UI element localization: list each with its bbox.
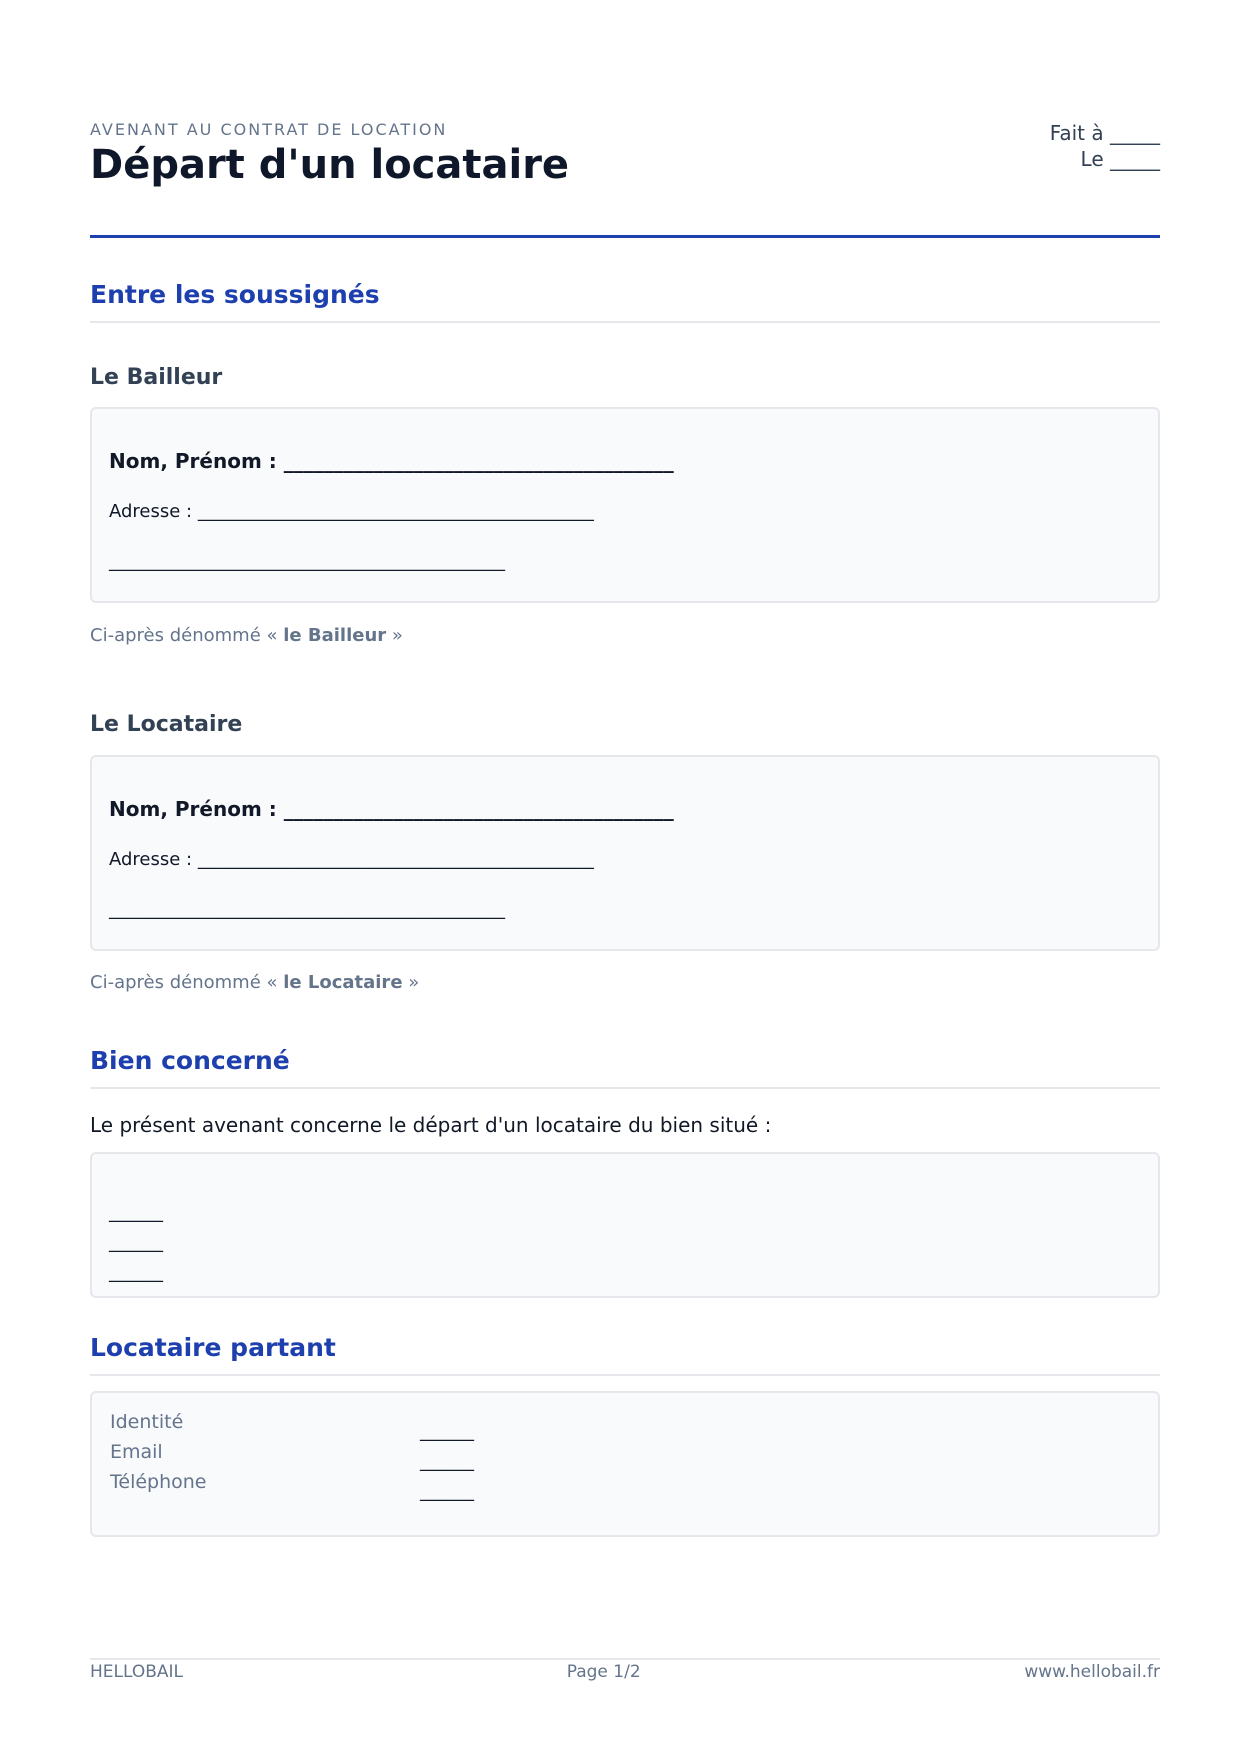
note-prefix: Ci-après dénommé « <box>90 972 284 993</box>
document-kicker: AVENANT AU CONTRAT DE LOCATION <box>90 120 448 139</box>
address-line[interactable]: ______ <box>109 1232 163 1253</box>
telephone-value[interactable]: ______ <box>420 1481 474 1502</box>
section-bien-heading <box>90 1046 1160 1089</box>
locataire-address-line2[interactable]: ____________________________________________ <box>109 899 505 920</box>
page-footer <box>90 1662 1160 1682</box>
section-divider <box>90 321 1160 323</box>
section-partant-heading <box>90 1333 1160 1376</box>
locataire-heading: Le Locataire <box>90 712 243 737</box>
footer-brand: HELLOBAIL <box>90 1662 184 1682</box>
note-suffix: » <box>402 972 420 993</box>
section-title: Bien concerné <box>90 1046 290 1075</box>
date-field: Le _____ <box>1080 147 1160 171</box>
partant-values <box>420 1417 474 1507</box>
locataire-note <box>90 972 1160 993</box>
footer-divider <box>90 1658 1160 1660</box>
bailleur-box <box>90 407 1160 603</box>
note-bold: le Bailleur <box>283 625 387 646</box>
bailleur-note <box>90 625 1160 646</box>
section-divider <box>90 1374 1160 1376</box>
footer-website: www.hellobail.fr <box>1024 1662 1160 1682</box>
fait-a-field: Fait à _____ <box>1049 121 1160 145</box>
section-title: Entre les soussignés <box>90 280 380 309</box>
identite-value[interactable]: ______ <box>420 1421 474 1442</box>
bailleur-heading: Le Bailleur <box>90 365 223 390</box>
footer-page-number: Page 1/2 <box>566 1662 641 1682</box>
address-line[interactable]: ______ <box>109 1262 163 1283</box>
bien-address-box <box>90 1152 1160 1298</box>
note-prefix: Ci-après dénommé « <box>90 625 284 646</box>
locataire-address-field[interactable]: Adresse : ____________________________________________ <box>109 849 594 870</box>
email-value[interactable]: ______ <box>420 1451 474 1472</box>
bailleur-address-line2[interactable]: ____________________________________________ <box>109 551 505 572</box>
document-title: Départ d'un locataire <box>90 142 570 188</box>
bailleur-address-field[interactable]: Adresse : ____________________________________________ <box>109 501 594 522</box>
place-date-block <box>1050 120 1160 172</box>
note-suffix: » <box>386 625 403 646</box>
email-label: Email <box>110 1441 163 1463</box>
partant-box <box>90 1391 1160 1537</box>
address-line[interactable]: ______ <box>109 1202 163 1223</box>
identite-label: Identité <box>110 1411 184 1433</box>
telephone-label: Téléphone <box>110 1471 207 1493</box>
bien-intro: Le présent avenant concerne le départ d'un locataire du bien situé : <box>90 1113 772 1137</box>
note-bold: le Locataire <box>283 972 403 993</box>
section-parties-heading <box>90 280 1160 323</box>
locataire-name-field[interactable]: Nom, Prénom : _______________________________________ <box>109 797 674 821</box>
bailleur-name-field[interactable]: Nom, Prénom : _______________________________________ <box>109 449 674 473</box>
document-header <box>90 120 1160 240</box>
header-divider <box>90 235 1160 238</box>
section-title: Locataire partant <box>90 1333 336 1362</box>
partant-labels <box>110 1407 207 1497</box>
section-divider <box>90 1087 1160 1089</box>
locataire-box <box>90 755 1160 951</box>
